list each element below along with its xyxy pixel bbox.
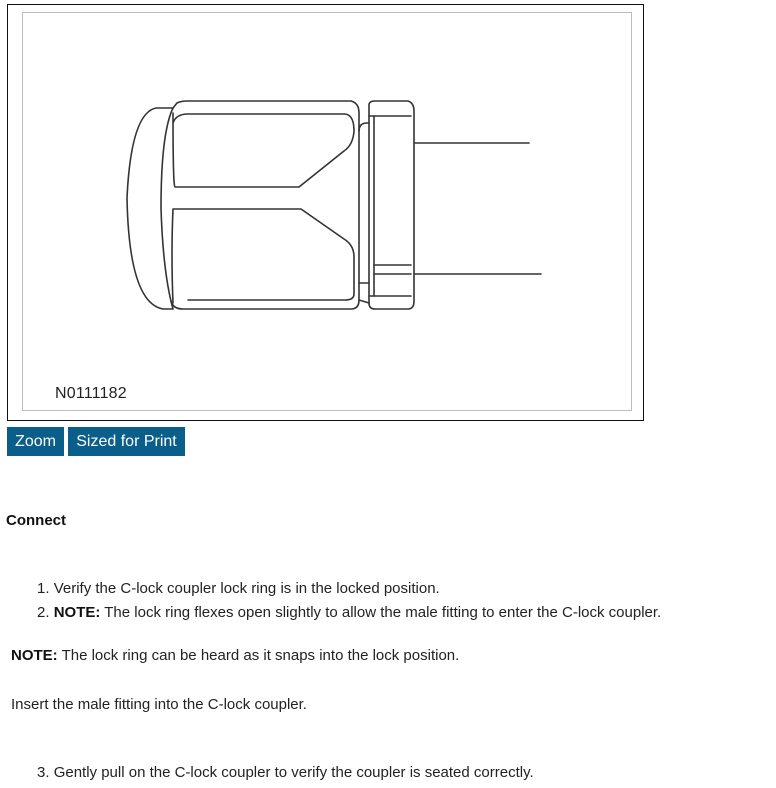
step-text: Gently pull on the C-lock coupler to verify the coupler is seated correctly.: [53, 764, 534, 781]
c-lock-coupler-illustration: [23, 13, 631, 410]
figure-inner-border: [22, 12, 632, 411]
figure-frame: [7, 4, 644, 421]
section-heading: Connect: [6, 512, 66, 529]
step-text: Verify the C-lock coupler lock ring is in the locked position.: [53, 580, 440, 597]
note-label: NOTE:: [11, 647, 58, 664]
sized-for-print-button[interactable]: Sized for Print: [68, 427, 185, 456]
step-number: 1.: [37, 580, 50, 597]
note-text: The lock ring can be heard as it snaps into the lock position.: [61, 647, 460, 664]
zoom-button[interactable]: Zoom: [7, 427, 64, 456]
instruction-paragraph: Insert the male fitting into the C-lock coupler.: [11, 696, 307, 713]
list-item-step-1: [37, 580, 440, 597]
step-number: 2.: [37, 604, 50, 621]
note-paragraph: [11, 647, 459, 664]
figure-id-label: N0111182: [55, 385, 127, 402]
step-number: 3.: [37, 764, 50, 781]
note-label: NOTE:: [53, 604, 101, 621]
list-item-step-3: [37, 764, 534, 781]
step-text: The lock ring flexes open slightly to allow the male fitting to enter the C-lock coupler.: [104, 604, 662, 621]
list-item-step-2: [37, 604, 661, 621]
